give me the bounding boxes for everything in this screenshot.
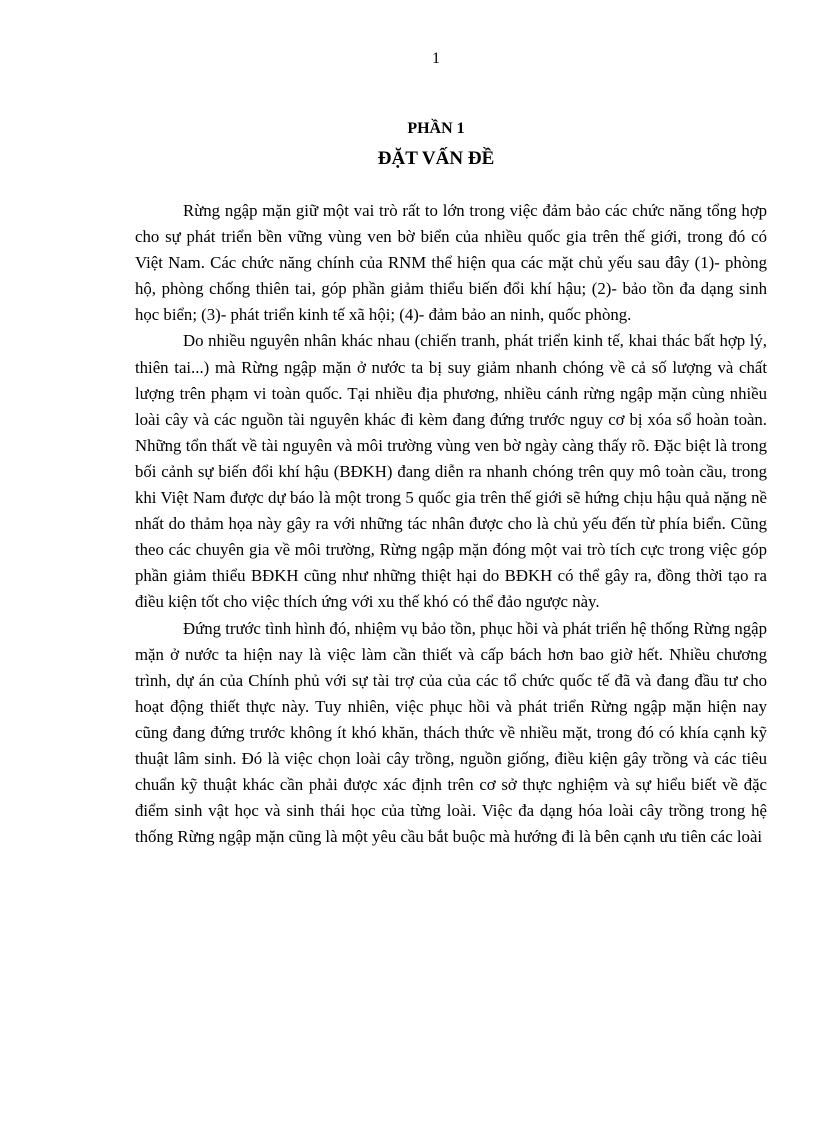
- part-label: PHẦN 1: [407, 120, 465, 137]
- body-text: [135, 198, 767, 850]
- paragraph-1: Rừng ngập mặn giữ một vai trò rất to lớn trong việc đảm bảo các chức năng tổng hợp cho sự phát triển bền vững vùng ven bờ biển của nhiều quốc gia trên thế giới, trong đó có Việt Nam. Các chức năng chính của RNM thể hiện qua các mặt chủ yếu sau đây (1)- phòng hộ, phòng chống thiên tai, góp phần giảm thiểu biến đổi khí hậu; (2)- bảo tồn đa dạng sinh học biển; (3)- phát triển kinh tế xã hội; (4)- đảm bảo an ninh, quốc phòng.: [135, 201, 767, 325]
- paragraph-2: Do nhiều nguyên nhân khác nhau (chiến tranh, phát triển kinh tế, khai thác bất hợp lý, thiên tai...) mà Rừng ngập mặn ở nước ta bị suy giảm nhanh chóng về cả số lượng và chất lượng trên phạm vi toàn quốc. Tại nhiều địa phương, nhiều cánh rừng ngập mặn cùng nhiều loài cây và các nguồn tài nguyên khác đi kèm đang đứng trước nguy cơ bị xóa sổ hoàn toàn. Những tổn thất về tài nguyên và môi trường vùng ven bờ ngày càng thấy rõ. Đặc biệt là trong bối cảnh sự biến đổi khí hậu (BĐKH) đang diễn ra nhanh chóng trên quy mô toàn cầu, trong khi Việt Nam được dự báo là một trong 5 quốc gia trên thế giới sẽ hứng chịu hậu quả nặng nề nhất do thảm họa này gây ra với những tác nhân được cho là chủ yếu đến từ phía biển. Cũng theo các chuyên gia về môi trường, Rừng ngập mặn đóng một vai trò tích cực trong việc góp phần giảm thiểu BĐKH cũng như những thiệt hại do BĐKH có thể gây ra, đồng thời tạo ra điều kiện tốt cho việc thích ứng với xu thế khó có thể đảo ngược này.: [135, 331, 767, 612]
- paragraph-3: Đứng trước tình hình đó, nhiệm vụ bảo tồn, phục hồi và phát triển hệ thống Rừng ngập mặn ở nước ta hiện nay là việc làm cần thiết và cấp bách hơn bao giờ hết. Nhiều chương trình, dự án của Chính phủ với sự tài trợ của của các tổ chức quốc tế đã và đang đầu tư cho hoạt động thiết thực này. Tuy nhiên, việc phục hồi và phát triển Rừng ngập mặn hiện nay cũng đang đứng trước không ít khó khăn, thách thức về nhiều mặt, trong đó có khía cạnh kỹ thuật lâm sinh. Đó là việc chọn loài cây trồng, nguồn giống, điều kiện gây trồng và các tiêu chuẩn kỹ thuật khác cần phải được xác định trên cơ sở thực nghiệm và sự hiểu biết về đặc điểm sinh vật học và sinh thái học của từng loài. Việc đa dạng hóa loài cây trồng trong hệ thống Rừng ngập mặn cũng là một yêu cầu bắt buộc mà hướng đi là bên cạnh ưu tiên các loài: [135, 618, 767, 847]
- page-number: 1: [432, 50, 440, 67]
- chapter-title: ĐẶT VẤN ĐỀ: [377, 148, 495, 169]
